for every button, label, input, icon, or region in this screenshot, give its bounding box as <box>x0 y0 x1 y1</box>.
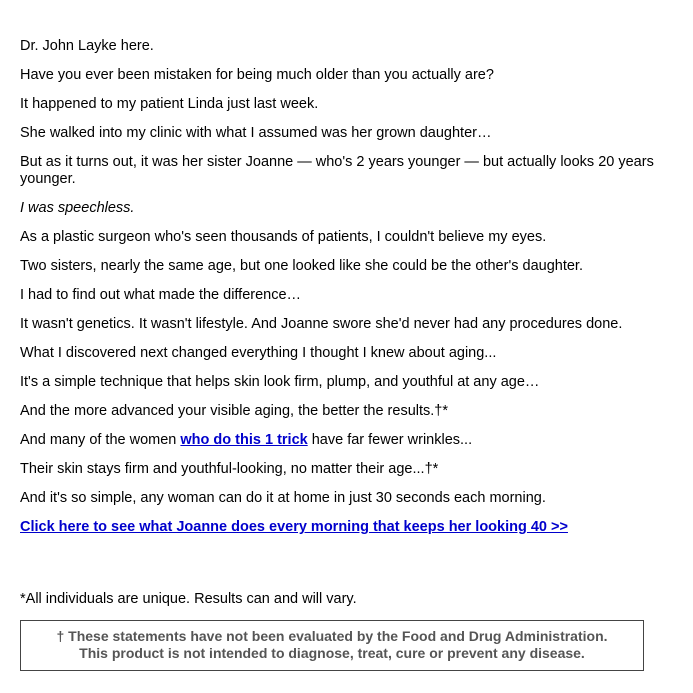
disclaimer-line-1: † These statements have not been evaluated by the Food and Drug Administration. <box>56 628 608 644</box>
story-paragraph: Two sisters, nearly the same age, but one looked like she could be the other's daughter. <box>20 258 583 274</box>
greeting: Dr. John Layke here. <box>20 38 154 54</box>
spacer <box>20 536 673 591</box>
cta-paragraph <box>20 519 673 536</box>
speechless-paragraph: I was speechless. <box>20 200 135 216</box>
story-paragraph: What I discovered next changed everything I thought I knew about aging... <box>20 345 497 361</box>
trick-text-before: And many of the women <box>20 432 181 448</box>
trick-text-after: have far fewer wrinkles... <box>307 432 473 448</box>
trick-link[interactable]: who do this 1 trick <box>180 432 308 448</box>
story-paragraph: It happened to my patient Linda just last week. <box>20 96 319 112</box>
story-paragraph: As a plastic surgeon who's seen thousands of patients, I couldn't believe my eyes. <box>20 229 547 245</box>
story-paragraph: It's a simple technique that helps skin look firm, plump, and youthful at any age… <box>20 374 540 390</box>
story-paragraph: And it's so simple, any woman can do it at home in just 30 seconds each morning. <box>20 490 546 506</box>
disclaimer-line-2: This product is not intended to diagnose, treat, cure or prevent any disease. <box>79 645 585 661</box>
story-paragraph: And the more advanced your visible aging, the better the results.†* <box>20 403 449 419</box>
results-footnote: *All individuals are unique. Results can and will vary. <box>20 591 357 607</box>
cta-link[interactable]: Click here to see what Joanne does every morning that keeps her looking 40 >> <box>20 519 568 535</box>
story-paragraph: But as it turns out, it was her sister Joanne — who's 2 years younger — but actually looks 20 years younger. <box>20 154 654 187</box>
trick-paragraph <box>20 432 673 449</box>
question-paragraph: Have you ever been mistaken for being much older than you actually are? <box>20 67 494 83</box>
fda-disclaimer-box <box>20 620 644 671</box>
story-paragraph: She walked into my clinic with what I assumed was her grown daughter… <box>20 125 492 141</box>
story-paragraph: It wasn't genetics. It wasn't lifestyle. And Joanne swore she'd never had any procedures done. <box>20 316 623 332</box>
story-paragraph: I had to find out what made the difference… <box>20 287 302 303</box>
story-paragraph: Their skin stays firm and youthful-looking, no matter their age...†* <box>20 461 439 477</box>
